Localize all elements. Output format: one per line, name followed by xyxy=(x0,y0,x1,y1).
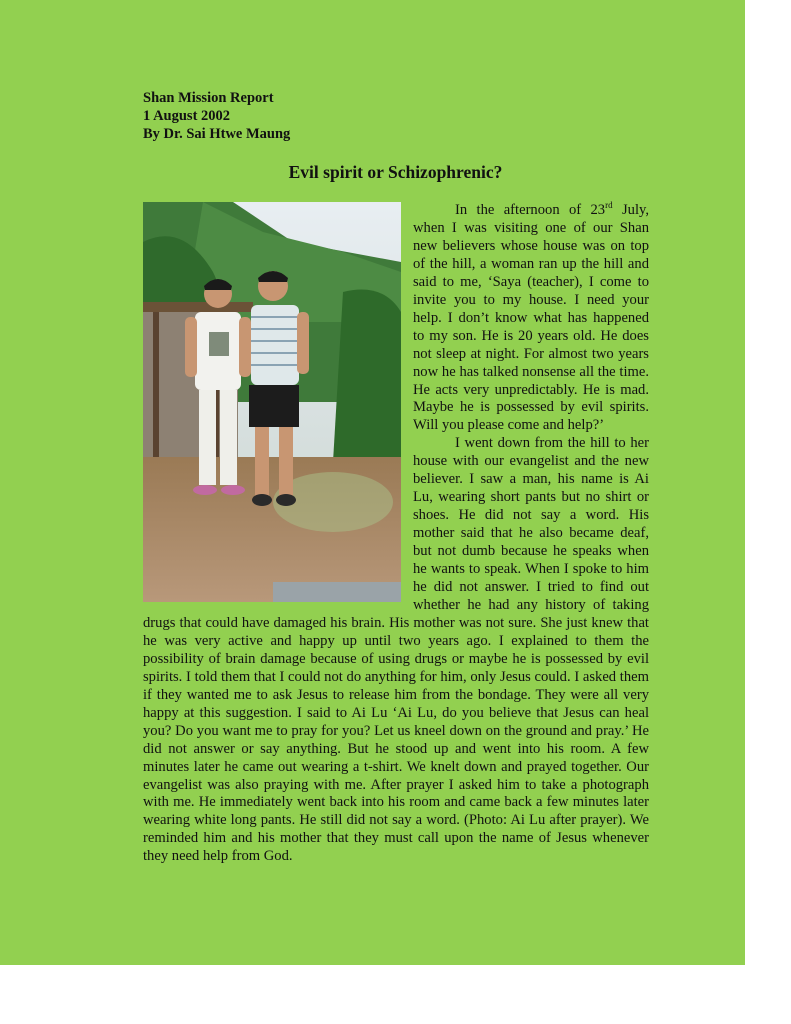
article-body xyxy=(143,202,649,866)
report-name: Shan Mission Report xyxy=(143,90,274,106)
report-date: 1 August 2002 xyxy=(143,108,231,124)
article-title: Evil spirit or Schizophrenic? xyxy=(288,162,503,182)
paragraph-1: In the afternoon of 23rd July, when I was visiting one of our Shan new believers whose house was on top of the hill, a woman ran up the hill and said to me, ‘Saya (teacher), I come to invite you to my house. I need your help. I don’t know what has happened to my son. He is 20 years old. He does not sleep at night. For almost two years now he has talked nonsense all the time. He acts very unpredictably. He is mad. Maybe he is possessed by evil spirits. Will you please come and help?’ xyxy=(413,200,649,434)
report-header xyxy=(143,89,290,143)
paragraph-2: I went down from the hill to her house with our evangelist and the new believer. I saw a man, his name is Ai Lu, wearing short pants but no shirt or shoes. He did not say a word. His mother said that he also became deaf, but not dumb because he speaks when he wants to speak. When I spoke to him he did not answer. I tried to find out whether he had any history of taking drugs that could have damaged his brain. His mother was not sure. She just knew that he was very active and happy up until two years ago. I explained to them the possibility of brain damage because of using drugs or maybe he is possessed by evil spirits. I told them that I could not do anything for him, only Jesus could. I asked them if they wanted me to ask Jesus to release him from the bondage. They were all very happy at this suggestion. I said to Ai Lu ‘Ai Lu, do you believe that Jesus can heal you? Do you want me to pray for you? Let us kneel down on the ground and pray.’ He did not answer or say anything. But he stood up and went into his room. A few minutes later he came out wearing a t-shirt. We knelt down and prayed together. Our evangelist was also praying with me. After prayer I asked him to take a photograph with me. He immediately went back into his room and came back a few minutes later wearing white long pants. He still did not say a word. (Photo: Ai Lu after prayer). We reminded him and his mother that they must call upon the name of Jesus whenever they need help from God. xyxy=(143,435,649,865)
photo-ai-lu-after-prayer xyxy=(143,202,401,602)
report-author: By Dr. Sai Htwe Maung xyxy=(143,126,291,142)
